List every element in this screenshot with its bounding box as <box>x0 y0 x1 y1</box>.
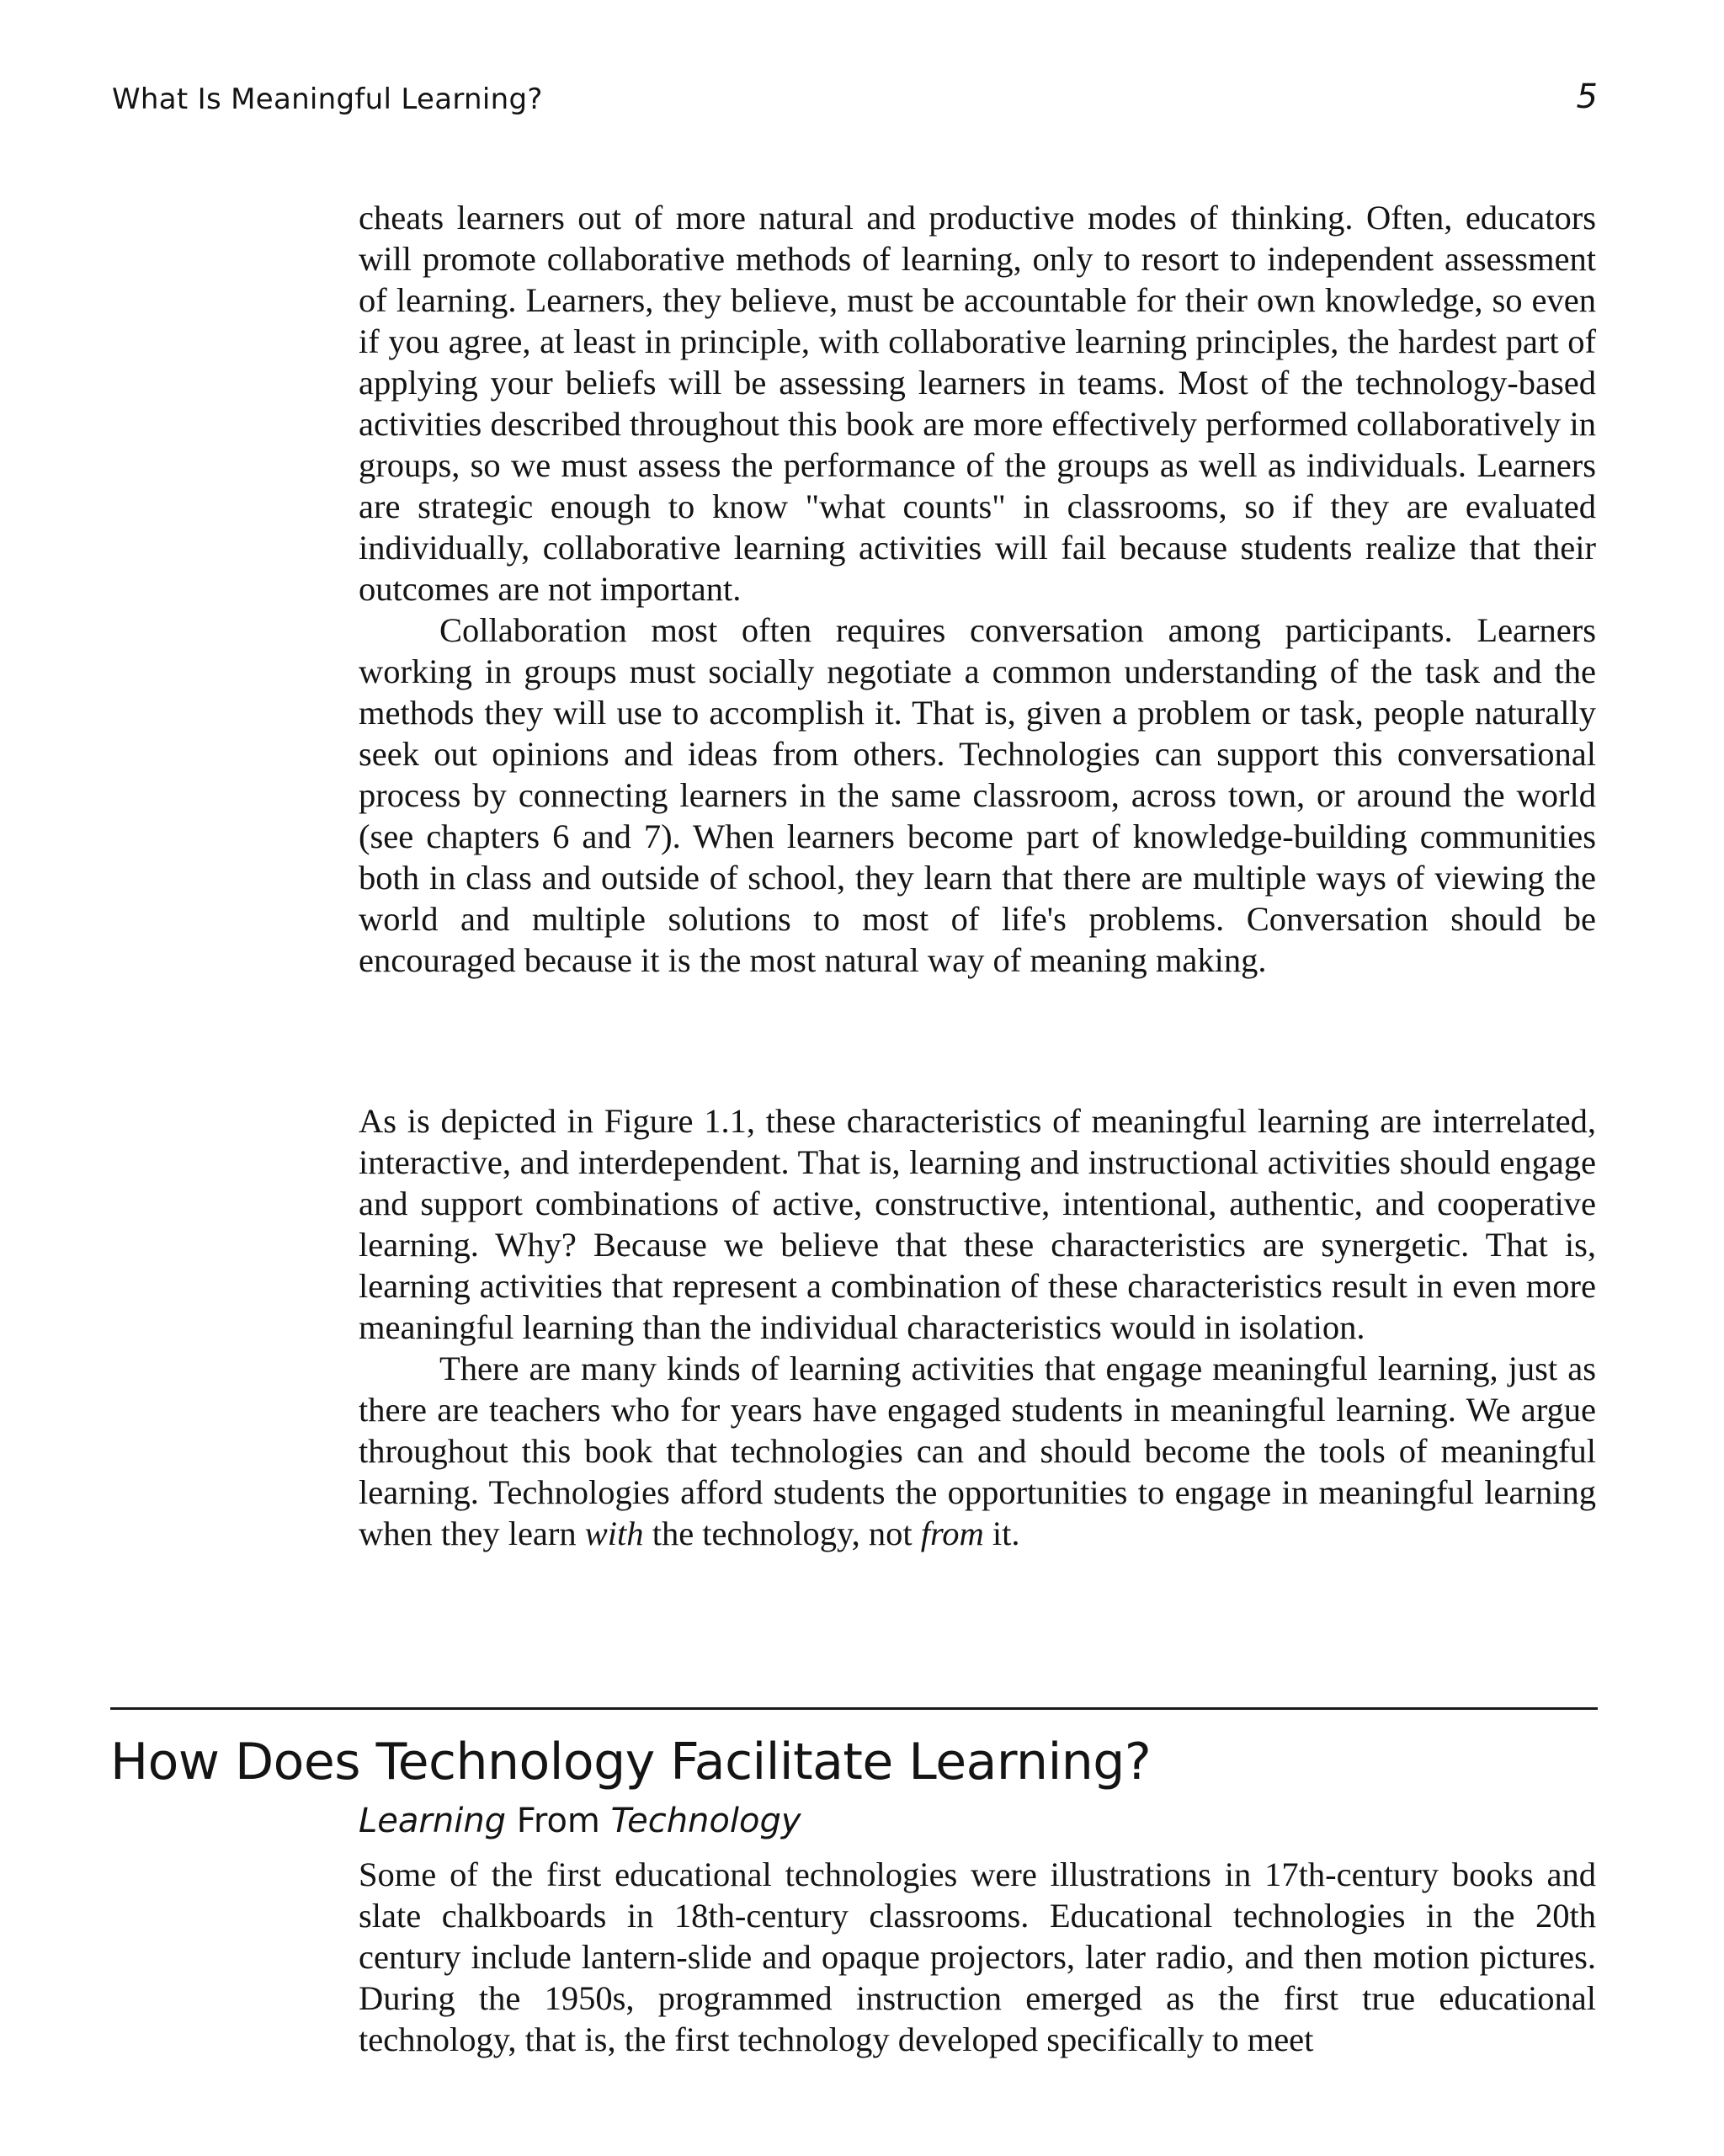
paragraph-learn-with-technology: There are many kinds of learning activities that engage meaningful learning, just as there are teachers who for years have engaged students in meaningful learning. We argue throughout this book that technologies can and should become the tools of meaningful learning. Technologies afford students the opportunities to engage in meaningful learning when they learn with the technology, not from it. <box>359 1349 1596 1552</box>
paragraph-educational-technologies: Some of the first educational technologies were illustrations in 17th-century books and slate chalkboards in 18th-century classrooms. Educational technologies in the 20th century include lantern-slide and opaque projectors, later radio, and then motion pictures. During the 1950s, programmed instruction emerged as the first true educational technology, that is, the first technology developed specifically to meet <box>359 1855 1596 2058</box>
emphasis-from: from <box>920 1515 984 1552</box>
body-text-block <box>359 1100 1596 1554</box>
paragraph-collaborative-assessment: cheats learners out of more natural and productive modes of thinking. Often, educators will promote collaborative methods of learning, only to resort to independent assessment of learning. Learners, they believe, must be accountable for their own knowledge, so even if you agree, at least in principle, with collaborative learning principles, the hardest part of applying your beliefs will be assessing learners in teams. Most of the technology-based activities described throughout this book are more effectively performed collaboratively in groups, so we must assess the performance of the groups as well as individuals. Learners are strategic enough to know "what counts" in classrooms, so if they are evaluated individually, collaborative learning activities will fail because students realize that their outcomes are not important. <box>359 199 1596 608</box>
paragraph-conversation: Collaboration most often requires conversation among participants. Learners working in groups must socially negotiate a common understanding of the task and the methods they will use to accomplish it. That is, given a problem or task, people naturally seek out opinions and ideas from others. Technologies can support this conversational process by connecting learners in the same classroom, across town, or around the world (see chapters 6 and 7). When learners become part of knowledge-building communities both in class and outside of school, they learn that there are multiple ways of viewing the world and multiple solutions to most of life's problems. Conversation should be encouraged because it is the most natural way of meaning making. <box>359 611 1596 979</box>
page-number: 5 <box>1576 77 1598 116</box>
paragraph-synergy: As is depicted in Figure 1.1, these characteristics of meaningful learning are interrelated, interactive, and interdependent. That is, learning and instructional activities should engage and support combinations of active, constructive, intentional, authentic, and cooperative learning. Why? Because we believe that these characteristics are synergetic. That is, learning activities that represent a combination of these characteristics result in even more meaningful learning than the individual characteristics would in isolation. <box>359 1102 1596 1346</box>
running-head: What Is Meaningful Learning? <box>112 83 543 116</box>
section-heading: How Does Technology Facilitate Learning? <box>110 1733 1152 1791</box>
section-divider <box>110 1707 1598 1710</box>
emphasis-with: with <box>584 1515 644 1552</box>
body-text-block <box>359 197 1596 981</box>
subsection-heading: Learning From Technology <box>359 1802 801 1840</box>
body-text-block <box>359 1854 1596 2060</box>
